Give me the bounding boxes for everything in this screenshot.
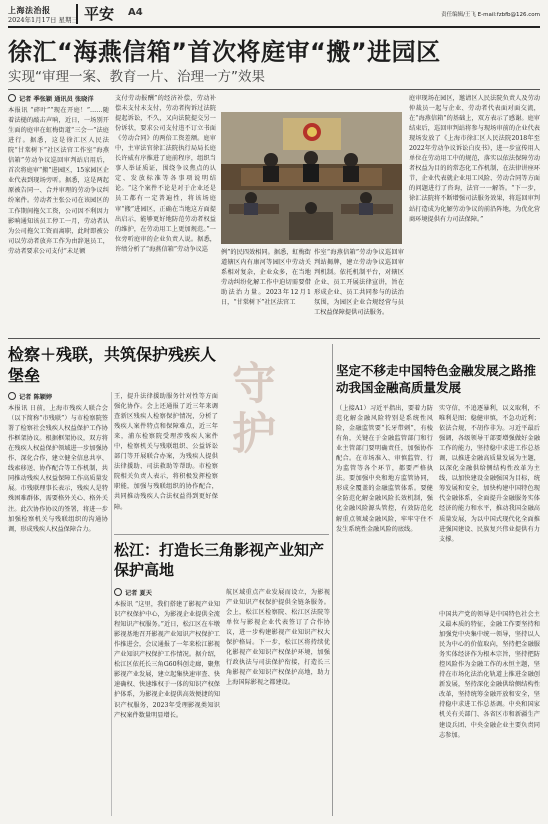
story2-text-1: 本报讯 日前，上海市残疾人联合会（以下简称“市残联”）与市检察院签署了检察社会残疾人权益保护工作协作框架协议。根据框架协议，双方将在残疾人权益保护领域进一步加强协作、深化合作，建立健全信息共享、线索移送、协作配合等工作机制，共同推动残疾人权益保障工作高质量发展。市残联理事长表示，残疾人是特殊困难群体，需要格外关心、格外关注。此次协作协议的签署，将进一步加强检察机关与残联组织的沟通协调，形成残疾人权益保障合力。 xyxy=(8,405,108,533)
reporter-icon xyxy=(8,392,16,400)
story2-column-2 xyxy=(114,392,218,527)
story4-column-1 xyxy=(336,404,433,816)
courtroom-photo xyxy=(221,112,402,244)
lead-text-2: 支付劳动报酬”的经济补偿，劳动补偿未支付未支付，劳动者拘诉过法院提起诉讼，不久，又向法院提交另一份诉状，要求公司支付违不订立书面《劳动合同》的两倍工资差额。庭审中，主审法官徐汇法院执行局局长庭长许威有序推进了庭前程序，组织当事人举证质证，围绕争议焦点的认定、发放标准等各事项说明结论。“这个案件不论是对于企业还是员工都有一定普遍性，将该场庭审“搬”进园区，正确在当地这方面提出启示，能够更好地防范劳动者权益的维护，在劳动用工上更加规范。”一位旁听庭审的企业负责人说。据悉，许绩分析了“海燕信箱”劳动争议巡 xyxy=(115,95,216,253)
column-rule xyxy=(332,344,333,816)
issue-date: 2024年1月17日 星期三 xyxy=(8,16,79,24)
reporter-icon xyxy=(8,94,16,102)
lead-column-3b xyxy=(314,248,404,334)
story3-byline xyxy=(114,588,220,599)
story4-headline: 坚定不移走中国特色金融发展之路推动我国金融高质量发展 xyxy=(336,363,537,395)
lead-subtitle: 实现“审理一案、教育一片、治理一方”效果 xyxy=(8,69,265,85)
story3-text-2: 航区域重点产业发展而设立，为影视产业知识产权保护提供全链条服务。会上，松江区检察院、松江区法院等单位与影视企业代表签订了合作协议，进一步构建影视产业知识产权大保护格局。下一步，松江区将持续优化影视产业知识产权保护环境，加强行政执法与司法保护衔接，打造长三角影视产业知识产权保护高地，助力上海国际影视之都建设。 xyxy=(226,589,330,687)
reporter-icon xyxy=(114,588,122,596)
story3-byline-text: 记者 夏天 xyxy=(125,590,152,597)
lead-column-1 xyxy=(8,94,109,334)
story3-column-1 xyxy=(114,588,220,816)
section-name: 平安 xyxy=(76,4,114,24)
lead-text-4: 庭审现场在园区，邀请区人民法院负责人及劳动仲裁员一起与企业、劳动者代表面对面交流，在“海燕信箱”的基础上，双方表示了感谢。庭审结束后，巡回审判站将参与现场审前的企业代表现场发放了《上海市徐汇区人民法院2018年至2022年劳动争议诉讼白皮书》，进一步宣传用人单位在劳动用工中的规范，落实以依法保障劳动者权益为目的的常态化工作机制，在法律讲座环节，企业代表就企业用工风险、劳动合同等方面的问题进行了咨询，法官一一解答。“下一步，徐汇法院将不断增强司法服务效果，将巡回审判站打造成为化解劳动争议的前沿阵地，为优化营商环境提供有力司法保障。” xyxy=(409,95,540,223)
masthead xyxy=(8,4,540,28)
newspaper-logo: 上海法治报 xyxy=(8,5,51,15)
story4-column-2 xyxy=(439,404,540,604)
lead-headline: 徐汇“海燕信箱”首次将庭审“搬”进园区 xyxy=(8,38,441,66)
story2-column-1 xyxy=(8,392,108,816)
divider xyxy=(8,338,540,339)
lead-byline-text: 记者 季张颖 通讯员 张晓洋 xyxy=(19,96,94,103)
lead-column-2 xyxy=(115,94,216,334)
story4-text-3: 中国共产党的领导是中国特色社会主义最本质的特征，金融工作要坚持和加强党中央集中统一领导，坚持以人民为中心的价值取向，坚持把金融服务实体经济作为根本宗旨，坚持把防控风险作为金融工作的永恒主题，坚持在市场化法治化轨道上推进金融创新发展，坚持深化金融供给侧结构性改革，坚持统筹金融开放和安全，坚持稳中求进工作总基调。中央和国家机关有关部门、各省区市和新疆生产建设兵团、中央金融企业主要负责同志参加。 xyxy=(439,611,540,739)
lead-text-3a: 例”的民四效相同。据悉，虹梅街道辖区内有康河等园区中劳动关系相对复杂，企业众多，在当地劳动纠纷化解工作中迫切需要借助法治力量。2023年12月1日，“甘棠树下”社区法官工 xyxy=(221,249,311,307)
courtroom-photo-image xyxy=(221,112,402,244)
watermark-stamp: 守护 xyxy=(224,360,275,460)
lead-byline xyxy=(8,94,109,105)
editor-info: 责任编辑/王飞 E-mail:fzbfb@126.com xyxy=(441,12,540,18)
lead-column-3a xyxy=(221,248,311,334)
divider xyxy=(8,89,540,90)
story4-text-1: （上接A1）习近平指出，要着力防范化解金融风险特别是系统性风险，金融监管要“长牙带刺”，有棱有角，关键在于金融监管部门和行业主管部门要明确责任，加强协作配合。在市场准入、审慎监管、行为监管等各个环节，都要严格执法。要加强中央和地方监管协同，形成全覆盖的金融监管体系。要健全防范化解金融风险长效机制，强化金融风险源头管控，有效防范化解重点领域金融风险，牢牢守住不发生系统性金融风险的底线。 xyxy=(336,405,433,533)
lead-text-3b: 作室“海燕信箱”劳动争议巡回审判站揭牌，建立劳动争议巡回审判机制。依托机制平台，对辖区企业、员工开展法律宣讲，旨在形成企业、员工共同参与的法治氛围，为园区企业合规经营与员工权益保障提供司法服务。 xyxy=(314,249,404,317)
story2-headline: 检察＋残联，共筑保护残疾人堡垒 xyxy=(8,345,217,385)
story3-headline: 松江：打造长三角影视产业知产保护高地 xyxy=(114,541,325,579)
divider xyxy=(114,534,329,535)
story3-column-2 xyxy=(226,588,330,816)
story4-column-3 xyxy=(439,610,540,816)
story2-byline-text: 记者 陈颖婷 xyxy=(19,394,53,401)
story2-byline xyxy=(8,392,108,403)
lead-column-4 xyxy=(409,94,540,334)
story4-text-2: 实守信，不追逐暴利，以义取利，不唯利是图；稳健审慎，不急功近利；依法合规，不胡作非为。习近平最后强调，各级领导干部要增强做好金融工作的能力，坚持稳中求进工作总基调，以推进金融高质量发展为主题，以深化金融供给侧结构性改革为主线，以加快建设金融强国为目标，统筹发展和安全，加快构建中国特色现代金融体系，全面提升金融服务实体经济的能力和水平，推动我国金融高质量发展，为以中国式现代化全面推进强国建设、民族复兴伟业提供有力支撑。 xyxy=(439,405,540,543)
column-rule xyxy=(111,392,112,816)
story2-text-2: 王，提升法律援助服务针对性等方面强化协作。会上还通报了近三年来调查新区残疾人检察保护情况，分析了残疾人案件特点和保障难点，近三年来，浦东检察院受理涉残疾人案件中，检察机关与残联组织、公益诉讼部门等开展联合办案，为残疾人提供法律援助、司法救助等帮助。市检察院相关负责人表示，将积极发挥检察职能，加强与残联组织的协作配合，共同推动残疾人合法权益得到更好保障。 xyxy=(114,393,218,511)
story3-text-1: 本报讯 “这里，我们搭建了影视产业知识产权保护中心，为影视企业提供全流程知识产权服务。”近日，松江区在车墩影视基地召开影视产业知识产权保护工作推进会，会议通报了一年来松江影视产业知识产权保护工作情况。据介绍，松江区依托长三角G60科创走廊，聚焦影视产业发展，建立起集快速审查、快速确权、快速维权于一体的知识产权保护体系，为影视企业提供高效便捷的知识产权服务，2023年受理影视类知识产权案件数量明显增长。 xyxy=(114,601,220,719)
lead-text-1: 本报讯 “碎叶”“现在开庭！”……随着法槌的敲击声响，近日，一场别开生面的庭审在虹梅街道“三会一”法庭进行。据悉，这是徐汇区人民法院“甘棠树下”社区法官工作室“海燕信箱”劳动争议巡回审判站启用后，首次将庭审“搬”进园区，15家园区企业代表到现场旁听。据悉，这是两起原被告同一、合并审理的劳动争议纠纷案件。劳动者主张公司在该园区的工作期间拖欠工资，公司因不利因力影响通知该员工停工一月，劳动者认为公司拖欠工资而离职，此时即被公司以劳动者放弃工作为由辞退员工，劳动者要求公司支付“未足额 xyxy=(8,107,109,255)
page-number: A4 xyxy=(128,7,143,18)
